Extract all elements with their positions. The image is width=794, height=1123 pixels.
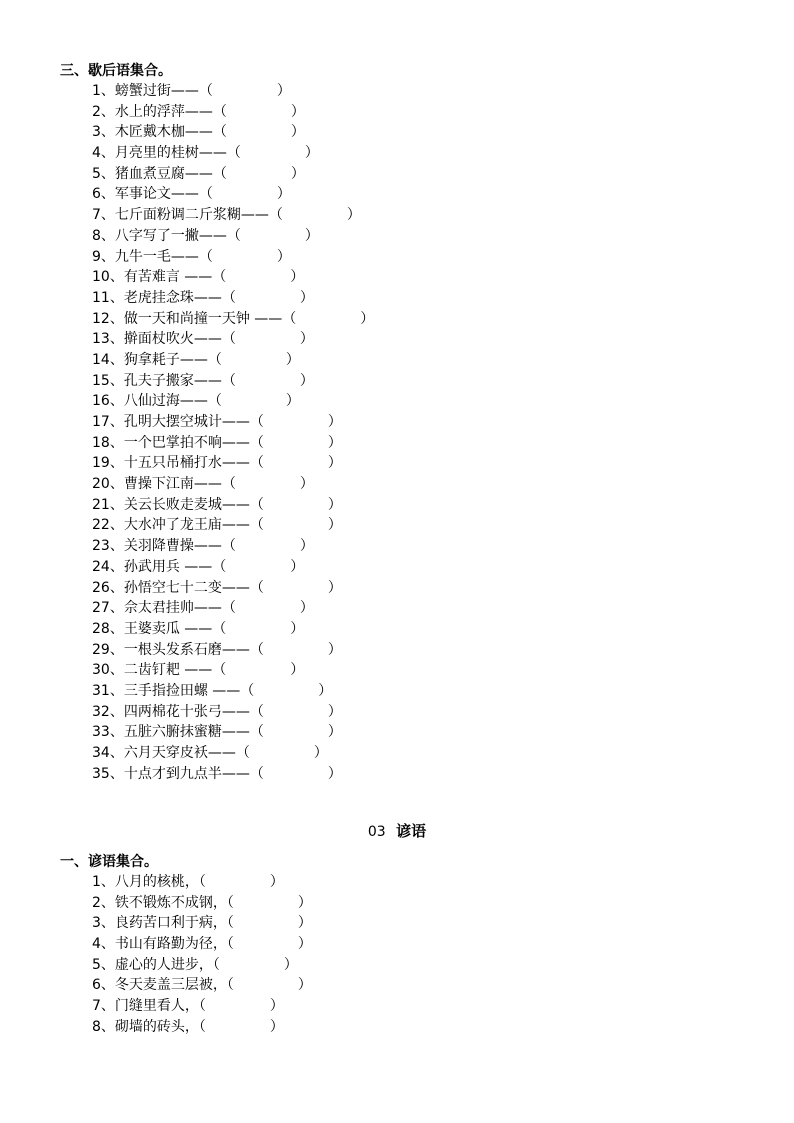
item-text: 四两棉花十张弓——（: [123, 703, 264, 720]
item-number: 8、: [92, 227, 115, 244]
list-item: [92, 702, 374, 723]
closing-paren: ）: [276, 248, 291, 265]
closing-paren: ）: [290, 269, 305, 286]
list-item: [92, 872, 312, 893]
list-item: [92, 474, 374, 495]
closing-paren: ）: [327, 414, 342, 430]
list-item: [92, 598, 374, 619]
list-item: [92, 371, 374, 392]
item-text: 木匠戴木枷——（: [114, 124, 227, 141]
closing-paren: ）: [327, 641, 342, 658]
item-number: 18、: [92, 434, 124, 451]
item-text: 猪血煮豆腐——（: [114, 165, 227, 182]
item-text: 水上的浮萍——（: [114, 103, 227, 120]
item-number: 3、: [92, 915, 115, 932]
list-item: [92, 955, 312, 976]
closing-paren: ）: [297, 894, 312, 911]
list-item: [92, 226, 374, 247]
xiehouyu-heading: 三、歇后语集合。: [60, 63, 172, 79]
item-text: 一根头发系石磨——（: [123, 641, 264, 658]
item-text: 书山有路勤为径，（: [114, 936, 234, 953]
item-number: 14、: [92, 351, 124, 368]
closing-paren: ）: [299, 289, 314, 306]
yanyu-list: [92, 872, 312, 1038]
item-number: 27、: [92, 600, 124, 617]
list-item: [92, 143, 374, 164]
item-text: 孙武用兵 ——（: [123, 558, 227, 575]
item-text: 十五只吊桶打水——（: [123, 455, 264, 472]
item-number: 6、: [92, 977, 115, 994]
item-text: 曹操下江南——（: [123, 476, 236, 493]
list-item: [92, 515, 374, 536]
list-item: [92, 536, 374, 557]
item-number: 4、: [92, 145, 115, 162]
item-number: 24、: [92, 558, 124, 575]
item-number: 30、: [92, 662, 124, 679]
section-title: [0, 821, 794, 842]
closing-paren: ）: [327, 434, 342, 451]
item-text: 良药苦口利于病，（: [114, 915, 234, 932]
item-number: 4、: [92, 936, 115, 953]
list-item: [92, 681, 374, 702]
item-number: 6、: [92, 186, 115, 203]
item-number: 35、: [92, 765, 124, 782]
closing-paren: ）: [313, 745, 328, 761]
item-text: 三手指捡田螺 ——（: [123, 682, 255, 699]
closing-paren: ）: [346, 207, 361, 224]
item-number: 19、: [92, 455, 124, 472]
list-item: [92, 309, 374, 330]
item-text: 孔明大摆空城计——（: [123, 414, 264, 430]
list-item: [92, 453, 374, 474]
closing-paren: ）: [285, 393, 300, 410]
list-item: [92, 975, 312, 996]
item-text: 九牛一毛——（: [114, 248, 213, 265]
closing-paren: ）: [290, 620, 305, 637]
item-text: 孔夫子搬家——（: [123, 372, 236, 389]
closing-paren: ）: [327, 765, 342, 782]
item-number: 21、: [92, 496, 124, 513]
item-number: 17、: [92, 414, 124, 430]
item-text: 十点才到九点半——（: [123, 765, 264, 782]
item-number: 32、: [92, 703, 124, 720]
closing-paren: ）: [304, 227, 319, 244]
item-number: 23、: [92, 538, 124, 555]
item-text: 冬天麦盖三层被，（: [114, 977, 234, 994]
closing-paren: ）: [276, 83, 291, 99]
list-item: [92, 102, 374, 123]
item-text: 螃蟹过街——（: [114, 83, 213, 99]
closing-paren: ）: [290, 558, 305, 575]
closing-paren: ）: [297, 977, 312, 994]
list-item: [92, 267, 374, 288]
item-number: 10、: [92, 269, 124, 286]
list-item: [92, 913, 312, 934]
list-item: [92, 764, 374, 785]
list-item: [92, 391, 374, 412]
item-text: 虚心的人进步，（: [114, 956, 220, 973]
item-text: 王婆卖瓜 ——（: [123, 620, 227, 637]
list-item: [92, 640, 374, 661]
item-text: 门缝里看人，（: [114, 998, 206, 1015]
list-item: [92, 893, 312, 914]
item-text: 七斤面粉调二斤浆糊——（: [114, 207, 283, 224]
xiehouyu-list: [92, 81, 374, 784]
closing-paren: ）: [290, 662, 305, 679]
item-number: 34、: [92, 745, 124, 761]
yanyu-heading: 一、谚语集合。: [60, 854, 158, 870]
item-number: 7、: [92, 998, 115, 1015]
list-item: [92, 660, 374, 681]
closing-paren: ）: [299, 476, 314, 493]
list-item: [92, 722, 374, 743]
item-number: 11、: [92, 289, 124, 306]
item-text: 八月的核桃，（: [114, 874, 206, 890]
item-text: 佘太君挂帅——（: [123, 600, 236, 617]
item-text: 做一天和尚撞一天钟 ——（: [123, 310, 297, 327]
item-number: 7、: [92, 207, 115, 224]
closing-paren: ）: [283, 956, 298, 973]
list-item: [92, 619, 374, 640]
closing-paren: ）: [290, 124, 305, 141]
closing-paren: ）: [327, 579, 342, 596]
item-number: 16、: [92, 393, 124, 410]
item-text: 一个巴掌拍不响——（: [123, 434, 264, 451]
item-text: 有苦难言 ——（: [123, 269, 227, 286]
closing-paren: ）: [327, 496, 342, 513]
item-text: 八仙过海——（: [123, 393, 222, 410]
closing-paren: ）: [327, 455, 342, 472]
closing-paren: ）: [318, 682, 333, 699]
closing-paren: ）: [299, 372, 314, 389]
list-item: [92, 578, 374, 599]
item-text: 关羽降曹操——（: [123, 538, 236, 555]
item-number: 31、: [92, 682, 124, 699]
list-item: [92, 557, 374, 578]
closing-paren: ）: [360, 310, 375, 327]
closing-paren: ）: [285, 351, 300, 368]
item-text: 砌墙的砖头，（: [114, 1018, 206, 1035]
list-item: [92, 743, 374, 764]
item-number: 9、: [92, 248, 115, 265]
item-number: 1、: [92, 874, 115, 890]
closing-paren: ）: [297, 936, 312, 953]
item-number: 15、: [92, 372, 124, 389]
section-title-text: 谚语: [396, 822, 427, 840]
list-item: [92, 495, 374, 516]
list-item: [92, 433, 374, 454]
closing-paren: ）: [269, 874, 284, 890]
item-number: 2、: [92, 103, 115, 120]
closing-paren: ）: [299, 538, 314, 555]
section-number: 03: [367, 824, 386, 840]
closing-paren: ）: [327, 724, 342, 741]
item-number: 28、: [92, 620, 124, 637]
list-item: [92, 164, 374, 185]
closing-paren: ）: [299, 331, 314, 348]
item-text: 八字写了一撇——（: [114, 227, 241, 244]
closing-paren: ）: [297, 915, 312, 932]
item-text: 老虎挂念珠——（: [123, 289, 236, 306]
item-number: 33、: [92, 724, 124, 741]
closing-paren: ）: [276, 186, 291, 203]
item-number: 29、: [92, 641, 124, 658]
item-number: 20、: [92, 476, 124, 493]
list-item: [92, 1017, 312, 1038]
item-number: 5、: [92, 165, 115, 182]
item-text: 关云长败走麦城——（: [123, 496, 264, 513]
list-item: [92, 996, 312, 1017]
item-text: 六月天穿皮袄——（: [123, 745, 250, 761]
item-text: 二齿钉耙 ——（: [123, 662, 227, 679]
list-item: [92, 205, 374, 226]
closing-paren: ）: [290, 103, 305, 120]
item-number: 2、: [92, 894, 115, 911]
item-number: 12、: [92, 310, 124, 327]
item-number: 3、: [92, 124, 115, 141]
item-text: 孙悟空七十二变——（: [123, 579, 264, 596]
list-item: [92, 412, 374, 433]
list-item: [92, 184, 374, 205]
item-number: 22、: [92, 517, 124, 534]
list-item: [92, 81, 374, 102]
closing-paren: ）: [304, 145, 319, 162]
item-number: 13、: [92, 331, 124, 348]
item-text: 大水冲了龙王庙——（: [123, 517, 264, 534]
closing-paren: ）: [269, 1018, 284, 1035]
item-text: 铁不锻炼不成钢，（: [114, 894, 234, 911]
closing-paren: ）: [290, 165, 305, 182]
list-item: [92, 288, 374, 309]
item-number: 1、: [92, 83, 115, 99]
closing-paren: ）: [299, 600, 314, 617]
list-item: [92, 329, 374, 350]
list-item: [92, 247, 374, 268]
item-number: 5、: [92, 956, 115, 973]
list-item: [92, 122, 374, 143]
item-text: 军事论文——（: [114, 186, 213, 203]
list-item: [92, 350, 374, 371]
closing-paren: ）: [269, 998, 284, 1015]
item-text: 狗拿耗子——（: [123, 351, 222, 368]
closing-paren: ）: [327, 703, 342, 720]
item-text: 五脏六腑抹蜜糖——（: [123, 724, 264, 741]
list-item: [92, 934, 312, 955]
item-number: 26、: [92, 579, 124, 596]
item-text: 擀面杖吹火——（: [123, 331, 236, 348]
item-text: 月亮里的桂树——（: [114, 145, 241, 162]
item-number: 8、: [92, 1018, 115, 1035]
closing-paren: ）: [327, 517, 342, 534]
